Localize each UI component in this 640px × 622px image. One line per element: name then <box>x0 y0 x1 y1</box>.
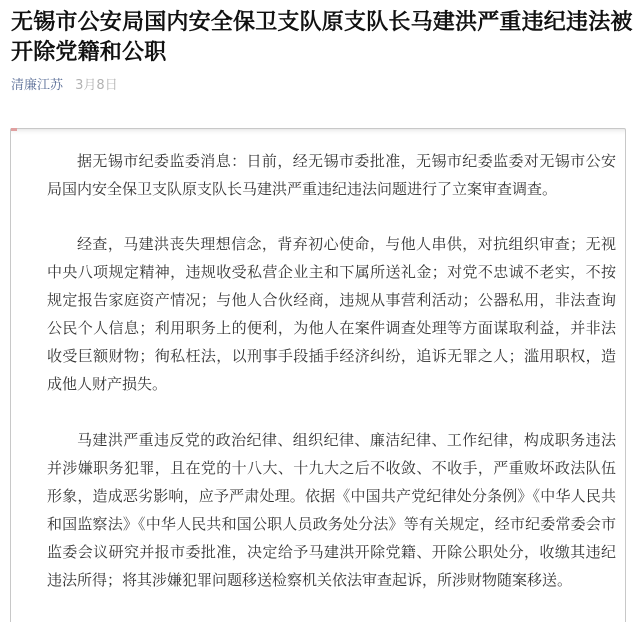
article-meta <box>11 76 118 96</box>
article-paragraph-2: 经查，马建洪丧失理想信念，背弃初心使命，与他人串供，对抗组织审查；无视中央八项规定精神，违规收受私营企业主和下属所送礼金；对党不忠诚不老实，不按规定报告家庭资产情况；与他人合伙经商，违规从事营利活动；公器私用，非法查询公民个人信息；利用职务上的便利，为他人在案件调查处理等方面谋取利益，并非法收受巨额财物；徇私枉法，以刑事手段插手经济纠纷，追诉无罪之人；滥用职权，造成他人财产损失。 <box>47 235 616 393</box>
publish-date: 3月8日 <box>75 78 118 93</box>
article-paragraph-1: 据无锡市纪委监委消息：日前，经无锡市委批准，无锡市纪委监委对无锡市公安局国内安全保卫支队原支队长马建洪严重违纪违法问题进行了立案审查调查。 <box>47 152 616 198</box>
article-paragraph-3: 马建洪严重违反党的政治纪律、组织纪律、廉洁纪律、工作纪律，构成职务违法并涉嫌职务犯罪，且在党的十八大、十九大之后不收敛、不收手，严重败坏政法队伍形象，造成恶劣影响，应予严肃处理。依据《中国共产党纪律处分条例》《中华人民共和国监察法》《中华人民共和国公职人员政务处分法》等有关规定，经市纪委常委会市监委会议研究并报市委批准，决定给予马建洪开除党籍、开除公职处分，收缴其违纪违法所得；将其涉嫌犯罪问题移送检察机关依法审查起诉，所涉财物随案移送。 <box>47 431 616 589</box>
source-account-link[interactable]: 清廉江苏 <box>11 78 64 93</box>
article-title: 无锡市公安局国内安全保卫支队原支队长马建洪严重违纪违法被开除党籍和公职 <box>11 10 633 65</box>
box-corner-decoration <box>11 128 17 131</box>
